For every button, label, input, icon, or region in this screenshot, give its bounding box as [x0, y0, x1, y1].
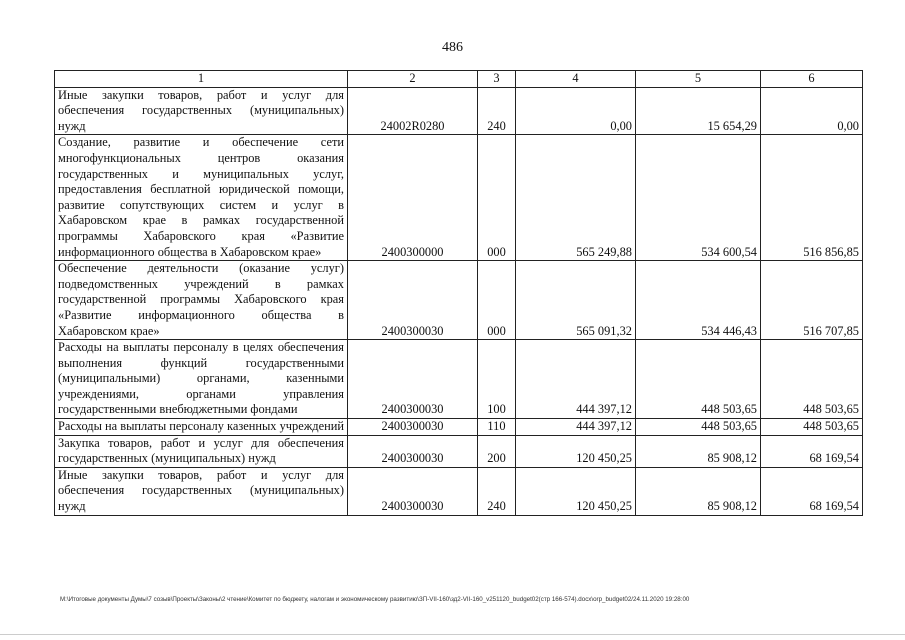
row-type-cell: 200 [478, 435, 516, 467]
row-value-year3: 68 169,54 [761, 467, 863, 515]
row-value-year1: 444 397,12 [516, 419, 636, 436]
table-row [55, 467, 863, 515]
budget-table [54, 70, 863, 516]
row-value-year1: 120 450,25 [516, 467, 636, 515]
row-code-cell: 2400300030 [348, 435, 478, 467]
row-value-year1: 0,00 [516, 87, 636, 135]
row-value-year1: 120 450,25 [516, 435, 636, 467]
row-name-cell: Закупка товаров, работ и услуг для обеспечения государственных (муниципальных) нужд [55, 435, 348, 467]
row-code-cell: 2400300030 [348, 419, 478, 436]
row-name-cell: Иные закупки товаров, работ и услуг для обеспечения государственных (муниципальных) нужд [55, 467, 348, 515]
header-row [55, 71, 863, 88]
row-name-cell: Создание, развитие и обеспечение сети многофункциональных центров оказания государственных и муниципальных услуг, предоставления бесплатной юридической помощи, развитие сопутствующих систем и услуг в Хабаровском крае в рамках государственной программы Хабаровского края «Развитие информационного общества в Хабаровском крае» [55, 135, 348, 261]
row-type-cell: 240 [478, 467, 516, 515]
footer-file-path: М:\Итоговые документы Думы\7 созыв\Проекты\Законы\2 чтение\Комитет по бюджету, налогам и экономическому развитию\ЗП-VII-160\зд2-VII-160_v251120_budget02(стр 166-574).docx\orp_budget02/24.11.2020 19:28:00 [60, 596, 690, 603]
row-code-cell: 2400300030 [348, 261, 478, 340]
column-header: 6 [761, 71, 863, 88]
row-value-year2: 534 446,43 [636, 261, 761, 340]
row-value-year2: 448 503,65 [636, 419, 761, 436]
table-row [55, 261, 863, 340]
table-row [55, 340, 863, 419]
row-value-year3: 68 169,54 [761, 435, 863, 467]
table-row [55, 87, 863, 135]
row-code-cell: 2400300030 [348, 340, 478, 419]
row-name-cell: Иные закупки товаров, работ и услуг для обеспечения государственных (муниципальных) нужд [55, 87, 348, 135]
row-code-cell: 2400300030 [348, 467, 478, 515]
row-value-year2: 85 908,12 [636, 435, 761, 467]
row-type-cell: 000 [478, 261, 516, 340]
column-header: 1 [55, 71, 348, 88]
row-name-cell: Расходы на выплаты персоналу в целях обеспечения выполнения функций государственными (муниципальными) органами, казенными учреждениями, органами управления государственными внебюджетными фондами [55, 340, 348, 419]
row-type-cell: 240 [478, 87, 516, 135]
row-value-year1: 565 091,32 [516, 261, 636, 340]
row-value-year1: 565 249,88 [516, 135, 636, 261]
row-value-year3: 448 503,65 [761, 419, 863, 436]
row-value-year3: 448 503,65 [761, 340, 863, 419]
row-value-year3: 516 856,85 [761, 135, 863, 261]
row-type-cell: 110 [478, 419, 516, 436]
row-value-year3: 516 707,85 [761, 261, 863, 340]
row-code-cell: 2400300000 [348, 135, 478, 261]
table-row [55, 435, 863, 467]
column-header: 2 [348, 71, 478, 88]
row-code-cell: 24002R0280 [348, 87, 478, 135]
row-value-year2: 15 654,29 [636, 87, 761, 135]
row-type-cell: 000 [478, 135, 516, 261]
table-row [55, 419, 863, 436]
row-type-cell: 100 [478, 340, 516, 419]
row-value-year2: 534 600,54 [636, 135, 761, 261]
column-header: 3 [478, 71, 516, 88]
column-header: 4 [516, 71, 636, 88]
row-value-year1: 444 397,12 [516, 340, 636, 419]
row-value-year2: 448 503,65 [636, 340, 761, 419]
page-number: 486 [442, 40, 463, 55]
page-edge-divider [0, 634, 905, 635]
row-name-cell: Расходы на выплаты персоналу казенных учреждений [55, 419, 348, 436]
row-value-year2: 85 908,12 [636, 467, 761, 515]
row-value-year3: 0,00 [761, 87, 863, 135]
row-name-cell: Обеспечение деятельности (оказание услуг) подведомственных учреждений в рамках государственной программы Хабаровского края «Развитие информационного общества в Хабаровском крае» [55, 261, 348, 340]
table-row [55, 135, 863, 261]
column-header: 5 [636, 71, 761, 88]
